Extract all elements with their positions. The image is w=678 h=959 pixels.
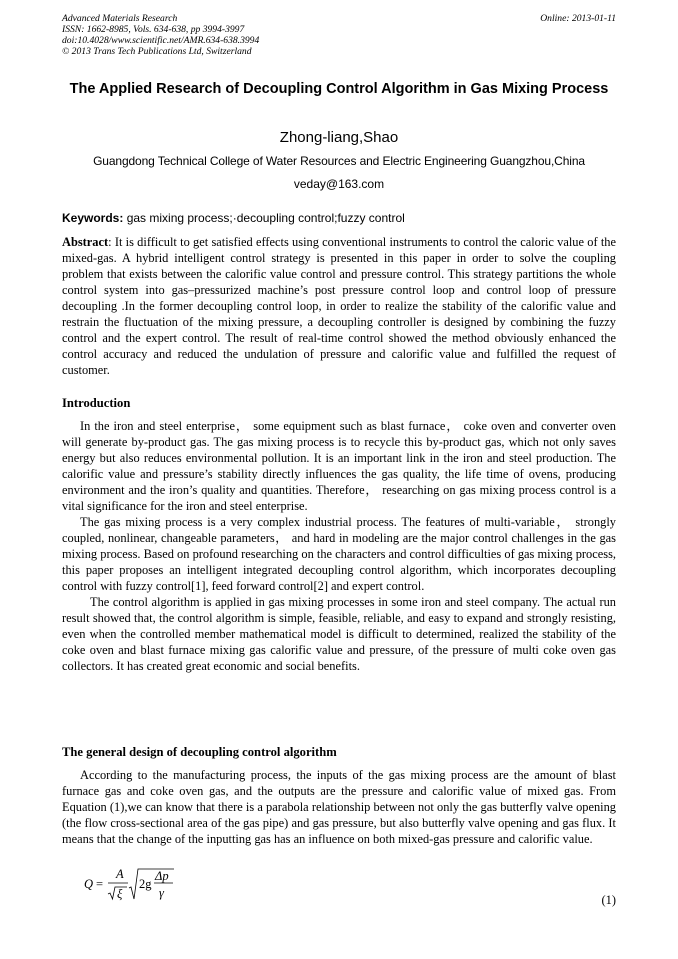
author-name: Zhong-liang,Shao <box>279 129 399 146</box>
equation-number: (1) <box>601 893 616 907</box>
journal-name: Advanced Materials Research <box>62 13 178 24</box>
intro-paragraph-1: In the iron and steel enterprise， some equipment such as blast furnace， coke oven and converter oven will generate by-product gas. The gas mixing process is to recycle this by-product gas, which not only saves energy but also reduces environmental pollution. It is an important link in the iron and steel production. The calorific value and pressure’s stability directly influences the gas quality, the life time of ovens, producing environment and the iron’s quality and quantities. Therefore， researching on gas mixing process control is a vital significance for the iron and steel enterprise. <box>62 419 616 513</box>
eq-xi: ξ <box>117 887 123 901</box>
abstract-label: Abstract <box>62 235 109 249</box>
abstract-paragraph <box>62 234 616 378</box>
author-email: veday@163.com <box>293 177 385 191</box>
design-paragraph-1: According to the manufacturing process, the inputs of the gas mixing process are the amount of blast furnace gas and coke oven gas, and the outputs are the pressure and calorific value of mixed gas. From Equation (1),we can know that there is a parabola relationship between not only the gas butterfly valve opening (the flow cross-sectional area of the gas pipe) and gas pressure, but also butterfly valve opening and gas flux. It means that the change of the inputting gas has an influence on both mixed-gas pressure and calorific value. <box>62 768 616 846</box>
keywords-text: gas mixing process;·decoupling control;fuzzy control <box>123 211 405 225</box>
equation-1 <box>82 866 202 906</box>
introduction-section <box>62 418 616 674</box>
eq-delta-p: Δp <box>155 869 169 883</box>
copyright-line: © 2013 Trans Tech Publications Ltd, Switzerland <box>62 46 252 57</box>
design-heading: The general design of decoupling control algorithm <box>62 745 337 759</box>
doi-line: doi:10.4028/www.scientific.net/AMR.634-638.3994 <box>62 35 260 46</box>
eq-2g: 2g <box>139 877 152 891</box>
eq-numerator-a: A <box>116 867 124 881</box>
intro-paragraph-3: The control algorithm is applied in gas mixing processes in some iron and steel company. The actual run result showed that, the control algorithm is simple, feasible, reliable, and easy to expand and strongly resisting, even when the controlled member mathematical model is difficult to determined, realized the stability of the coke oven and blast furnace mixing gas calorific value and pressure, of the pressure of multi coke oven gas collectors. It has created great economic and social benefits. <box>62 595 616 673</box>
intro-paragraph-2: The gas mixing process is a very complex industrial process. The features of multi-variable， strongly coupled, nonlinear, changeable parameters， and hard in modeling are the major control challenges in the gas mixing process. Based on profound researching on the characters and control difficulties of gas mixing process, this paper proposes an intelligent integrated decoupling control algorithm, which incorporates decoupling control with fuzzy control[1], feed forward control[2] and expert control. <box>62 515 616 593</box>
abstract-text: : It is difficult to get satisfied effects using conventional instruments to control the caloric value of the mixed-gas. A hybrid intelligent control strategy is presented in this paper in order to solve the coupling problem that exists between the calorific value control and pressure control. This strategy partitions the whole control system into gas–pressurized machine’s post pressure control loop and control loop of pressure decoupling .In the former decoupling control loop, in order to realize the stability of the calorific value and restrain the fluctuation of the mixing pressure, a decoupling controller is designed by combining the fuzzy control and the expert control. The result of real-time control showed the method obviously enhanced the control accuracy and reduced the undulation of pressure and calorific value and fulfilled the request of customer. <box>62 235 616 377</box>
eq-gamma: γ <box>159 886 164 900</box>
paper-title: The Applied Research of Decoupling Control Algorithm in Gas Mixing Process <box>69 81 609 97</box>
introduction-heading: Introduction <box>62 396 131 410</box>
issn-line: ISSN: 1662-8985, Vols. 634-638, pp 3994-3997 <box>62 24 245 35</box>
author-affiliation: Guangdong Technical College of Water Resources and Electric Engineering Guangzhou,China <box>93 154 585 168</box>
journal-header <box>62 13 616 57</box>
design-section <box>62 767 616 847</box>
eq-equals: = <box>96 877 104 891</box>
keywords-label: Keywords: <box>62 211 124 225</box>
online-date: Online: 2013-01-11 <box>540 13 616 24</box>
keywords-line <box>62 211 616 226</box>
eq-lhs: Q <box>84 877 94 891</box>
